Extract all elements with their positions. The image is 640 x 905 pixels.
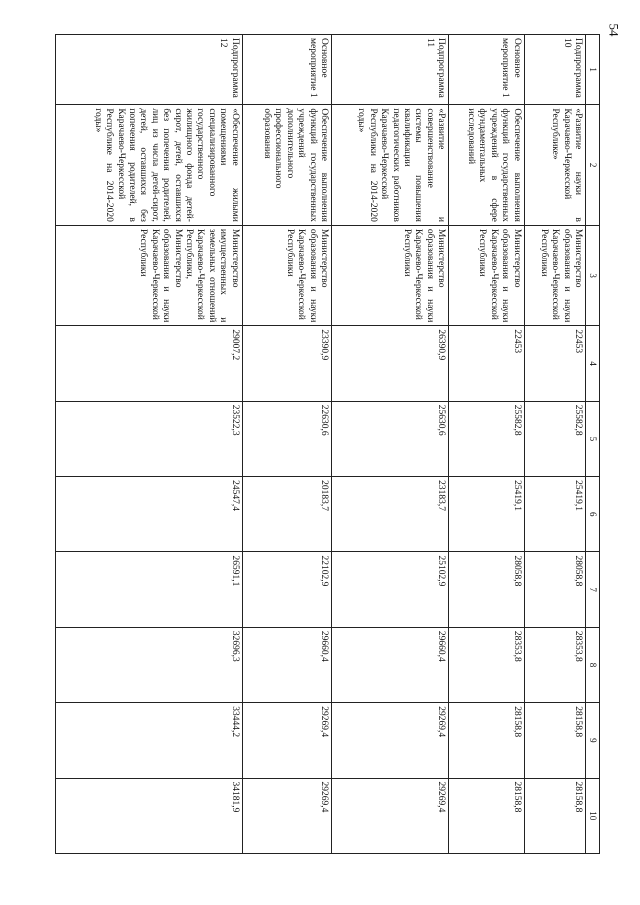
cell-c3: Министерство имущественных и земельных отношений Карачаево-Черкесской Республики, Министерство образования и науки Карачаево-Черкесской Республики xyxy=(56,225,243,325)
column-header-7: 7 xyxy=(586,552,600,627)
cell-c3: Министерство образования и науки Карачаево-Черкесской Республики xyxy=(331,225,448,325)
cell-c2: «Развитие и совершенствование системы повышения квалификации педагогических работников Карачаево-Черкесской Республики на 2014-2020 годы» xyxy=(331,105,448,226)
table-row xyxy=(449,35,525,854)
cell-value: 28158,8 xyxy=(449,778,525,853)
cell-value: 25582,8 xyxy=(524,401,586,476)
cell-value: 25582,8 xyxy=(449,401,525,476)
cell-value: 23183,7 xyxy=(331,477,448,552)
cell-c1: Подпрограмма 12 xyxy=(56,35,243,105)
cell-c1: Подпрограмма 11 xyxy=(331,35,448,105)
cell-value: 22453 xyxy=(524,326,586,401)
cell-value: 22630,6 xyxy=(242,401,331,476)
table-row xyxy=(524,35,586,854)
column-header-3: 3 xyxy=(586,225,600,325)
cell-c3: Министерство образования и науки Карачаево-Черкесской Республики xyxy=(449,225,525,325)
cell-c3: Министерство образования и науки Карачаево-Черкесской Республики xyxy=(242,225,331,325)
cell-c2: «Развитие науки в Карачаево-Черкесской Республике» xyxy=(524,105,586,226)
column-header-2: 2 xyxy=(586,105,600,226)
cell-c2: Обеспечение выполнения функций государственных учреждений дополнительного профессионального образования xyxy=(242,105,331,226)
landscape-content xyxy=(55,34,600,854)
cell-value: 34181,9 xyxy=(56,778,243,853)
cell-value: 26390,9 xyxy=(331,326,448,401)
cell-value: 29269,4 xyxy=(242,778,331,853)
column-header-9: 9 xyxy=(586,703,600,778)
cell-value: 23390,9 xyxy=(242,326,331,401)
column-header-10: 10 xyxy=(586,778,600,853)
cell-value: 33444,2 xyxy=(56,703,243,778)
column-header-1: 1 xyxy=(586,35,600,105)
cell-value: 23522,3 xyxy=(56,401,243,476)
cell-value: 25419,1 xyxy=(449,477,525,552)
cell-c1: Основное мероприятие 1 xyxy=(449,35,525,105)
cell-value: 29007,2 xyxy=(56,326,243,401)
cell-value: 24547,4 xyxy=(56,477,243,552)
cell-value: 29269,4 xyxy=(331,778,448,853)
column-header-6: 6 xyxy=(586,477,600,552)
cell-value: 25630,6 xyxy=(331,401,448,476)
cell-value: 32696,3 xyxy=(56,627,243,702)
cell-value: 28058,8 xyxy=(524,552,586,627)
cell-c2: Обеспечение выполнения функций государственных учреждений в сфере фундаментальных исследований xyxy=(449,105,525,226)
cell-value: 25419,1 xyxy=(524,477,586,552)
cell-value: 29660,4 xyxy=(331,627,448,702)
cell-value: 22453 xyxy=(449,326,525,401)
cell-value: 28158,8 xyxy=(449,703,525,778)
table-row xyxy=(331,35,448,854)
cell-value: 28353,8 xyxy=(449,627,525,702)
page-number: 54 xyxy=(606,23,622,37)
cell-value: 26591,1 xyxy=(56,552,243,627)
cell-value: 28058,8 xyxy=(449,552,525,627)
column-header-8: 8 xyxy=(586,627,600,702)
cell-value: 28353,8 xyxy=(524,627,586,702)
budget-table xyxy=(55,34,600,854)
cell-value: 25102,9 xyxy=(331,552,448,627)
header-row xyxy=(586,35,600,854)
cell-c1: Подпрограмма 10 xyxy=(524,35,586,105)
cell-c2: «Обеспечение жилыми помещениями специализированного государственного жилищного фонда детей-сирот, детей, оставшихся без попечения родителей, лиц из числа детей-сирот, детей, оставшихся без попечения родителей, в Карачаево-Черкесской Республике на 2014-2020 годы» xyxy=(56,105,243,226)
cell-value: 20183,7 xyxy=(242,477,331,552)
cell-value: 29269,4 xyxy=(242,703,331,778)
table-row xyxy=(242,35,331,854)
cell-c1: Основное мероприятие 1 xyxy=(242,35,331,105)
cell-value: 28158,8 xyxy=(524,703,586,778)
table-row xyxy=(56,35,243,854)
column-header-5: 5 xyxy=(586,401,600,476)
cell-value: 29660,4 xyxy=(242,627,331,702)
cell-value: 22102,9 xyxy=(242,552,331,627)
table-body xyxy=(56,35,586,854)
cell-value: 28158,8 xyxy=(524,778,586,853)
cell-c3: Министерство образования и науки Карачаево-Черкесской Республики xyxy=(524,225,586,325)
column-header-4: 4 xyxy=(586,326,600,401)
cell-value: 29269,4 xyxy=(331,703,448,778)
